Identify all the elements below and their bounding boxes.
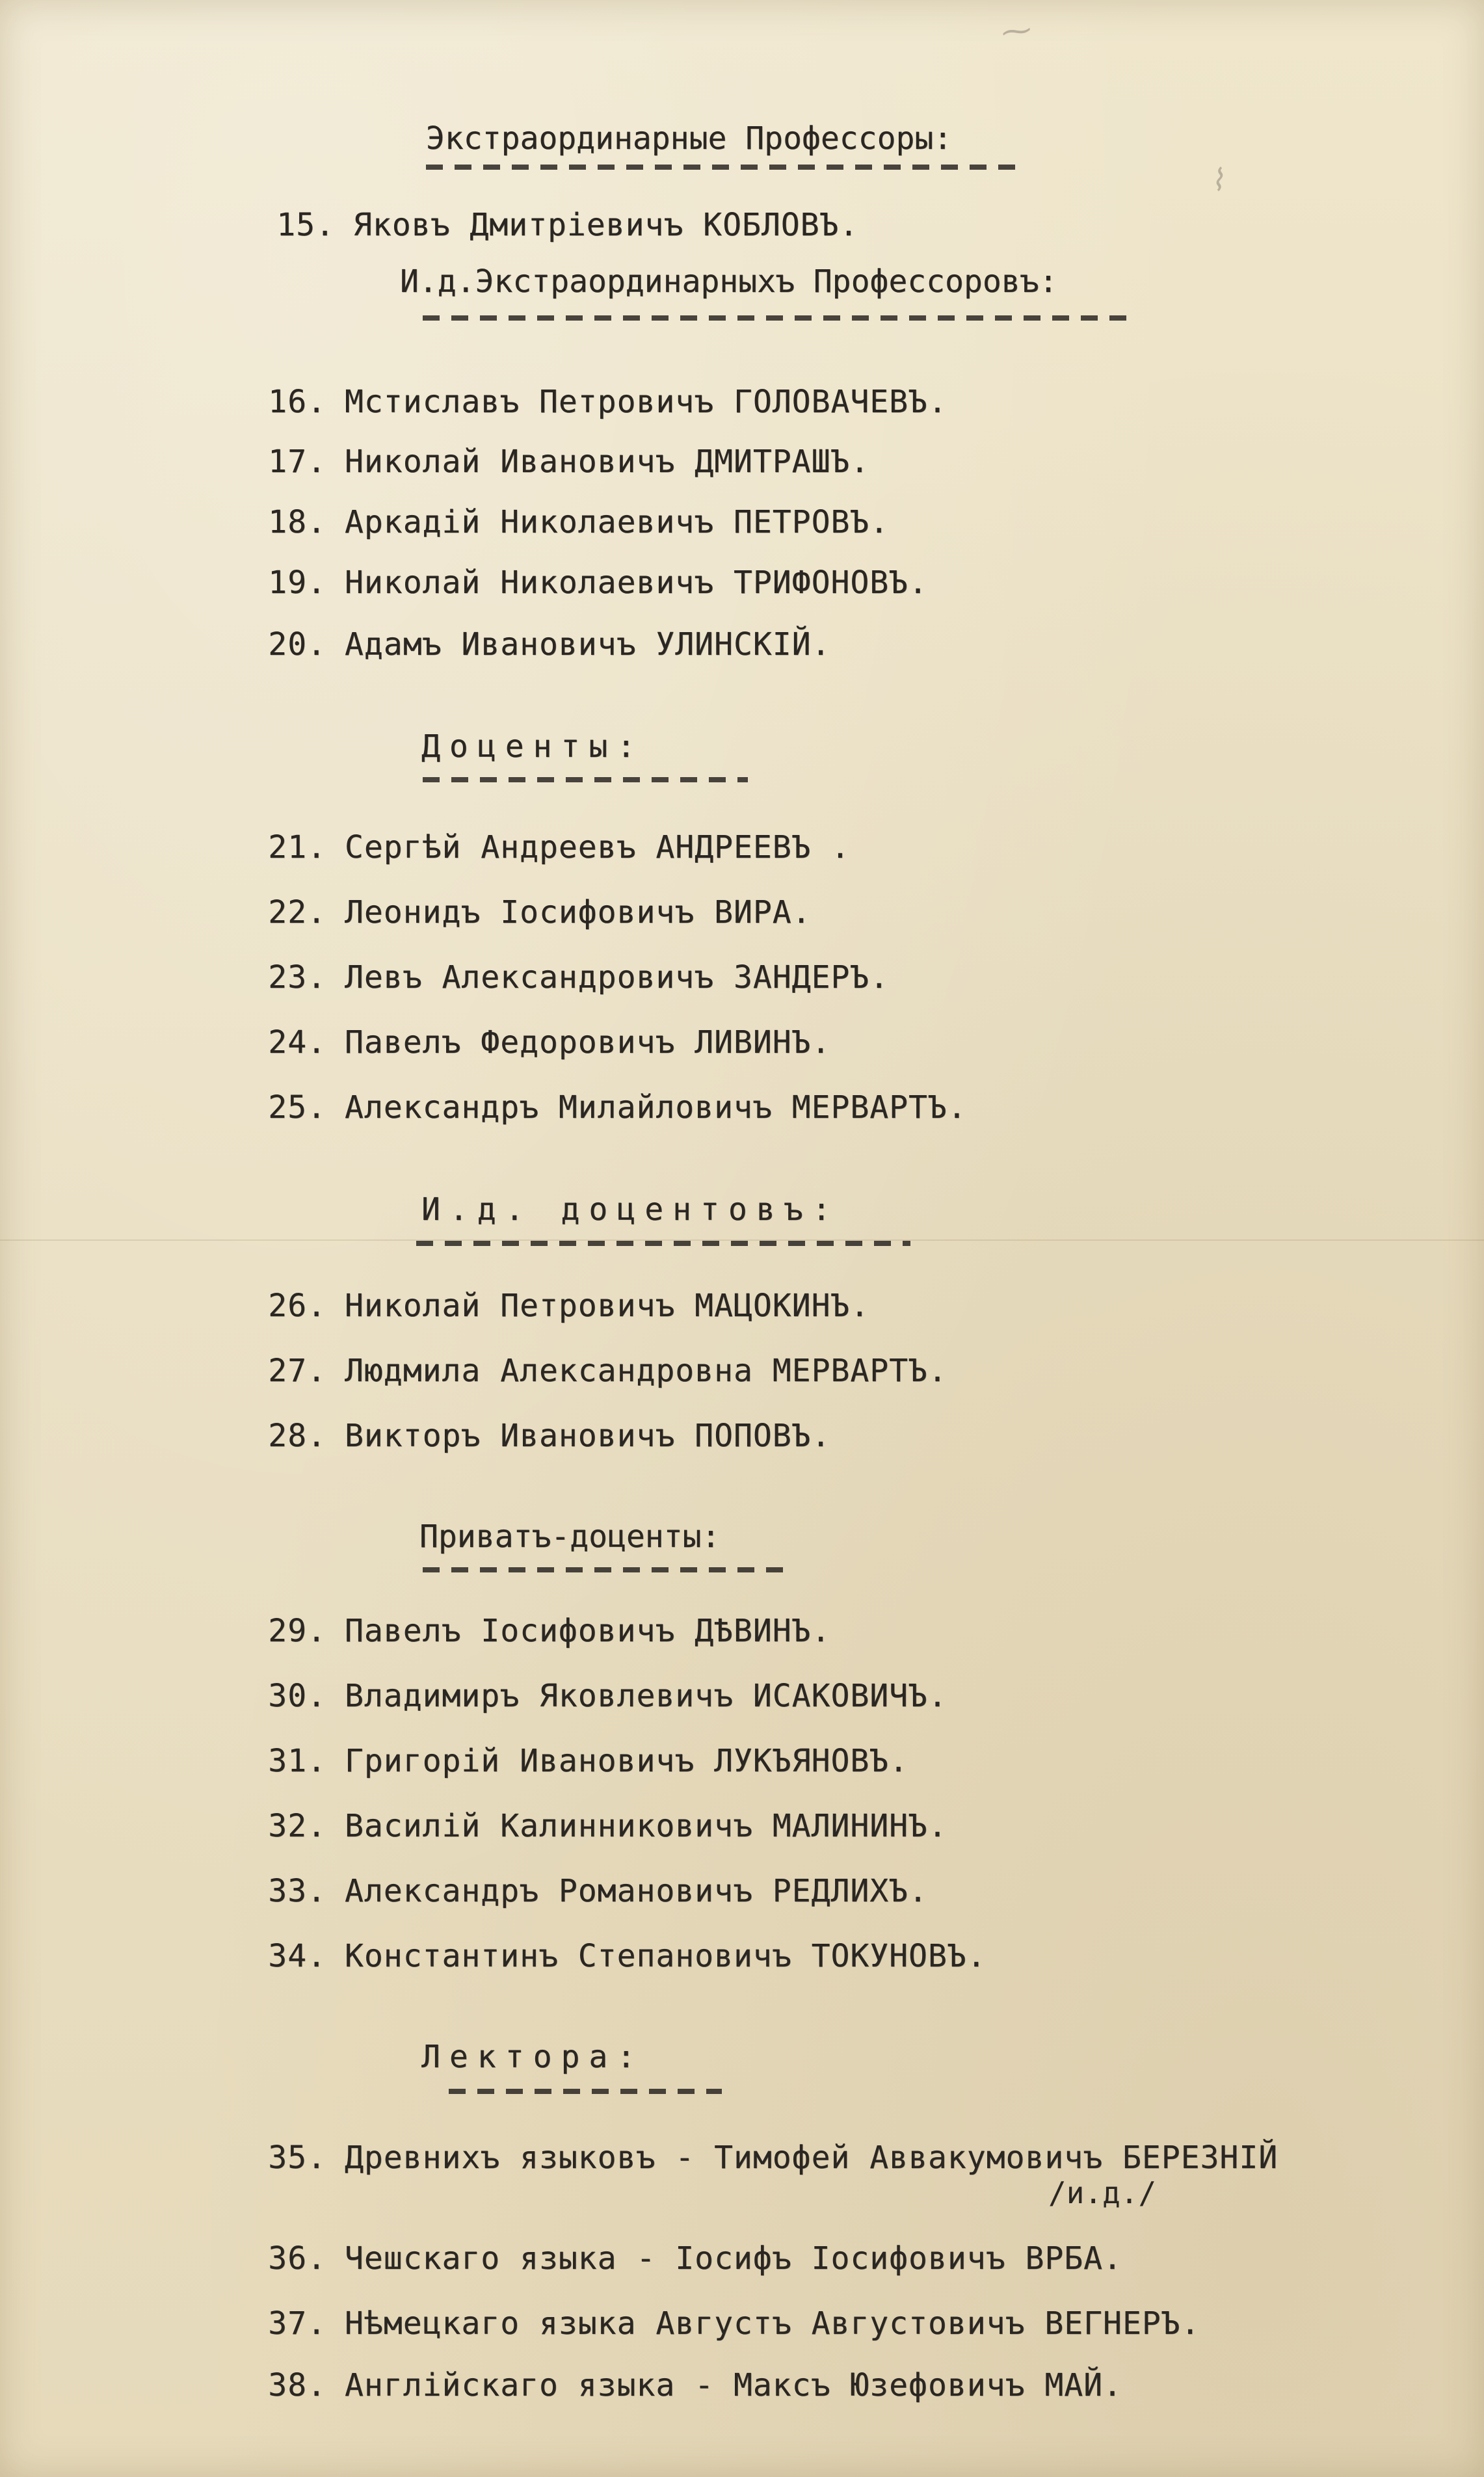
heading-underline: [423, 1567, 787, 1572]
entry-32: 32. Василій Калинниковичъ МАЛИНИНЪ.: [268, 1808, 947, 1844]
section-heading-docents: Доценты:: [421, 728, 645, 765]
heading-underline: [423, 777, 748, 782]
entry-22: 22. Леонидъ Іосифовичъ ВИРА.: [268, 894, 812, 931]
entry-26: 26. Николай Петровичъ МАЦОКИНЪ.: [268, 1288, 870, 1324]
entry-21: 21. Сергѣй Андреевъ АНДРЕЕВЪ .: [268, 829, 851, 866]
entry-34: 34. Константинъ Степановичъ ТОКУНОВЪ.: [268, 1938, 987, 1974]
heading-underline: [449, 2089, 722, 2094]
entry-29: 29. Павелъ Іосифовичъ ДѢВИНЪ.: [268, 1613, 831, 1649]
entry-17: 17. Николай Ивановичъ ДМИТРАШЪ.: [268, 444, 870, 480]
section-heading-extraordinary: Экстраординарные Профессоры:: [426, 120, 953, 157]
entry-25: 25. Александръ Милайловичъ МЕРВАРТЪ.: [268, 1089, 967, 1126]
entry-27: 27. Людмила Александровна МЕРВАРТЪ.: [268, 1353, 947, 1389]
entry-24: 24. Павелъ Федоровичъ ЛИВИНЪ.: [268, 1024, 831, 1061]
heading-underline: [426, 165, 1021, 170]
section-heading-acting-extraordinary: И.д.Экстраординарныхъ Профессоровъ:: [400, 263, 1058, 300]
heading-underline: [416, 1241, 910, 1246]
entry-30: 30. Владимиръ Яковлевичъ ИСАКОВИЧЪ.: [268, 1678, 947, 1714]
heading-underline: [423, 315, 1138, 321]
entry-35: 35. Древнихъ языковъ - Тимофей Аввакумовичъ БЕРЕЗНІЙ: [268, 2139, 1279, 2176]
entry-31: 31. Григорій Ивановичъ ЛУКЪЯНОВЪ.: [268, 1743, 909, 1779]
entry-16: 16. Мстиславъ Петровичъ ГОЛОВАЧЕВЪ.: [268, 384, 947, 420]
entry-15: 15. Яковъ Дмитріевичъ КОБЛОВЪ.: [276, 207, 859, 243]
entry-36: 36. Чешскаго языка - Іосифъ Іосифовичъ ВРБА.: [268, 2240, 1122, 2277]
pencil-mark: ⌇: [1208, 161, 1226, 199]
section-heading-privat-docents: Приватъ-доценты:: [419, 1518, 721, 1555]
entry-18: 18. Аркадій Николаевичъ ПЕТРОВЪ.: [268, 504, 890, 540]
entry-35-note: /и.д./: [1048, 2175, 1157, 2210]
entry-38: 38. Англійскаго языка - Максъ Юзефовичъ МАЙ.: [268, 2367, 1122, 2404]
section-heading-lecturers: Лектора:: [421, 2039, 645, 2075]
entry-20: 20. Адамъ Ивановичъ УЛИНСКІЙ.: [268, 626, 831, 663]
entry-23: 23. Левъ Александровичъ ЗАНДЕРЪ.: [268, 959, 890, 996]
entry-28: 28. Викторъ Ивановичъ ПОПОВЪ.: [268, 1418, 831, 1454]
pencil-mark: ⁓: [1000, 11, 1033, 50]
section-heading-acting-docents: И.д. доцентовъ:: [421, 1191, 840, 1228]
entry-33: 33. Александръ Романовичъ РЕДЛИХЪ.: [268, 1873, 928, 1909]
entry-37: 37. Нѣмецкаго языка Августъ Августовичъ ВЕГНЕРЪ.: [268, 2305, 1200, 2342]
entry-19: 19. Николай Николаевичъ ТРИФОНОВЪ.: [268, 564, 928, 601]
